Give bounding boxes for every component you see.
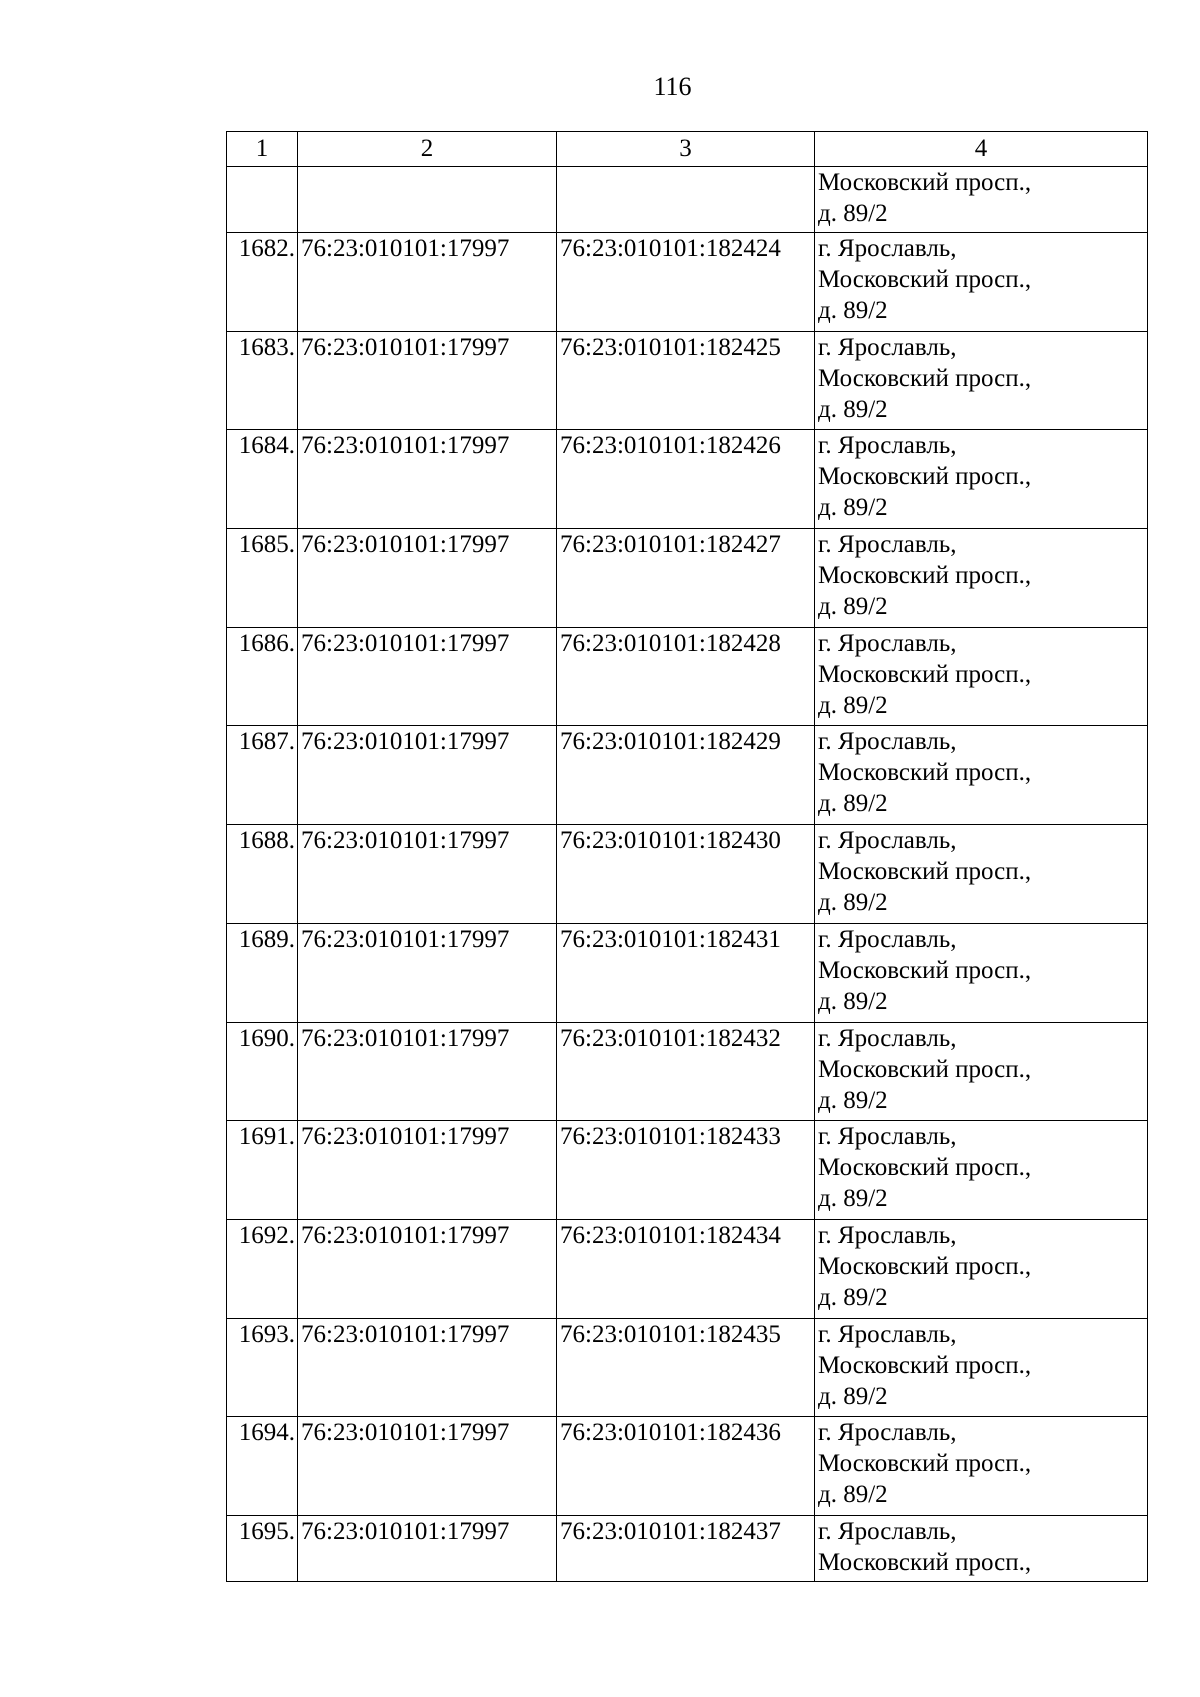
- address: [815, 331, 1148, 430]
- cadastral-table: [226, 131, 1148, 1582]
- land-cadastral-number: 76:23:010101:17997: [298, 1417, 557, 1516]
- object-cadastral-number: [557, 167, 815, 233]
- row-number: 1686.: [227, 627, 298, 726]
- land-cadastral-number: 76:23:010101:17997: [298, 627, 557, 726]
- address-line: д. 89/2: [818, 494, 888, 522]
- header-col-2: 2: [298, 132, 557, 167]
- land-cadastral-number: 76:23:010101:17997: [298, 430, 557, 529]
- table-row-continued: [227, 167, 1148, 233]
- address-line: д. 89/2: [818, 593, 888, 621]
- address-line: г. Ярославль,: [818, 1320, 957, 1348]
- address-line: д. 89/2: [818, 889, 888, 917]
- table-row: [227, 1022, 1148, 1121]
- address-line: д. 89/2: [818, 1382, 888, 1410]
- address-line: д. 89/2: [818, 200, 888, 227]
- table-row: [227, 233, 1148, 332]
- address-line: г. Ярославль,: [818, 629, 957, 657]
- table-row: [227, 825, 1148, 924]
- land-cadastral-number: 76:23:010101:17997: [298, 529, 557, 628]
- address: [815, 167, 1148, 233]
- object-cadastral-number: 76:23:010101:182428: [557, 627, 815, 726]
- address: [815, 233, 1148, 332]
- table-row: [227, 1121, 1148, 1220]
- land-cadastral-number: 76:23:010101:17997: [298, 825, 557, 924]
- address: [815, 529, 1148, 628]
- land-cadastral-number: 76:23:010101:17997: [298, 923, 557, 1022]
- address-line: д. 89/2: [818, 1283, 888, 1311]
- address-line: Московский просп.,: [818, 858, 1032, 886]
- address: [815, 430, 1148, 529]
- address-line: Московский просп.,: [818, 169, 1032, 196]
- object-cadastral-number: 76:23:010101:182435: [557, 1318, 815, 1417]
- address-line: д. 89/2: [818, 1481, 888, 1509]
- address-line: Московский просп.,: [818, 759, 1032, 787]
- table-row: [227, 1318, 1148, 1417]
- object-cadastral-number: 76:23:010101:182436: [557, 1417, 815, 1516]
- row-number: 1683.: [227, 331, 298, 430]
- address-line: Московский просп.,: [818, 1450, 1032, 1478]
- object-cadastral-number: 76:23:010101:182434: [557, 1219, 815, 1318]
- row-number: 1688.: [227, 825, 298, 924]
- object-cadastral-number: 76:23:010101:182430: [557, 825, 815, 924]
- object-cadastral-number: 76:23:010101:182432: [557, 1022, 815, 1121]
- address-line: г. Ярославль,: [818, 1517, 957, 1545]
- address-line: д. 89/2: [818, 1185, 888, 1213]
- address-line: Московский просп.,: [818, 1154, 1032, 1182]
- header-col-4: 4: [815, 132, 1148, 167]
- land-cadastral-number: 76:23:010101:17997: [298, 233, 557, 332]
- address: [815, 825, 1148, 924]
- address-line: д. 89/2: [818, 987, 888, 1015]
- address-line: д. 89/2: [818, 1086, 888, 1114]
- address: [815, 627, 1148, 726]
- address-line: д. 89/2: [818, 395, 888, 423]
- land-cadastral-number: 76:23:010101:17997: [298, 1318, 557, 1417]
- land-cadastral-number: 76:23:010101:17997: [298, 1515, 557, 1581]
- table-row: [227, 1219, 1148, 1318]
- address: [815, 1219, 1148, 1318]
- address: [815, 1515, 1148, 1581]
- land-cadastral-number: [298, 167, 557, 233]
- address-line: г. Ярославль,: [818, 531, 957, 559]
- row-number: 1690.: [227, 1022, 298, 1121]
- row-number: 1682.: [227, 233, 298, 332]
- address-line: Московский просп.,: [818, 660, 1032, 688]
- address-line: г. Ярославль,: [818, 333, 957, 361]
- address-line: г. Ярославль,: [818, 728, 957, 756]
- address-line: д. 89/2: [818, 297, 888, 324]
- address-line: г. Ярославль,: [818, 1024, 957, 1052]
- address-line: Московский просп.,: [818, 463, 1032, 491]
- land-cadastral-number: 76:23:010101:17997: [298, 1121, 557, 1220]
- address-line: Московский просп.,: [818, 562, 1032, 590]
- address-line: Московский просп.,: [818, 1351, 1032, 1379]
- object-cadastral-number: 76:23:010101:182429: [557, 726, 815, 825]
- row-number: 1689.: [227, 923, 298, 1022]
- row-number: 1694.: [227, 1417, 298, 1516]
- address-line: Московский просп.,: [818, 1548, 1032, 1576]
- table-row: [227, 726, 1148, 825]
- header-col-1: 1: [227, 132, 298, 167]
- address-line: г. Ярославль,: [818, 235, 957, 262]
- object-cadastral-number: 76:23:010101:182427: [557, 529, 815, 628]
- object-cadastral-number: 76:23:010101:182437: [557, 1515, 815, 1581]
- address-line: г. Ярославль,: [818, 925, 957, 953]
- table-body: [227, 167, 1148, 1582]
- table-row: [227, 430, 1148, 529]
- table-row: [227, 529, 1148, 628]
- table-row: [227, 1515, 1148, 1581]
- object-cadastral-number: 76:23:010101:182425: [557, 331, 815, 430]
- address-line: Московский просп.,: [818, 1252, 1032, 1280]
- object-cadastral-number: 76:23:010101:182426: [557, 430, 815, 529]
- table-row: [227, 923, 1148, 1022]
- address: [815, 726, 1148, 825]
- page-number: 116: [653, 72, 692, 101]
- address-line: д. 89/2: [818, 790, 888, 818]
- address-line: г. Ярославль,: [818, 432, 957, 460]
- object-cadastral-number: 76:23:010101:182433: [557, 1121, 815, 1220]
- address-line: Московский просп.,: [818, 364, 1032, 392]
- row-number: 1687.: [227, 726, 298, 825]
- address-line: г. Ярославль,: [818, 827, 957, 855]
- table-row: [227, 331, 1148, 430]
- address: [815, 1121, 1148, 1220]
- row-number: 1693.: [227, 1318, 298, 1417]
- address: [815, 923, 1148, 1022]
- address: [815, 1022, 1148, 1121]
- address-line: д. 89/2: [818, 691, 888, 719]
- header-row: [227, 132, 1148, 167]
- address-line: Московский просп.,: [818, 956, 1032, 984]
- table-row: [227, 627, 1148, 726]
- row-number: [227, 167, 298, 233]
- address-line: г. Ярославль,: [818, 1123, 957, 1151]
- land-cadastral-number: 76:23:010101:17997: [298, 1022, 557, 1121]
- land-cadastral-number: 76:23:010101:17997: [298, 1219, 557, 1318]
- address: [815, 1417, 1148, 1516]
- address-line: Московский просп.,: [818, 266, 1032, 293]
- row-number: 1692.: [227, 1219, 298, 1318]
- address-line: Московский просп.,: [818, 1055, 1032, 1083]
- address-line: г. Ярославль,: [818, 1221, 957, 1249]
- row-number: 1691.: [227, 1121, 298, 1220]
- address-line: г. Ярославль,: [818, 1419, 957, 1447]
- table-header: [227, 132, 1148, 167]
- land-cadastral-number: 76:23:010101:17997: [298, 726, 557, 825]
- row-number: 1685.: [227, 529, 298, 628]
- row-number: 1684.: [227, 430, 298, 529]
- table-row: [227, 1417, 1148, 1516]
- address: [815, 1318, 1148, 1417]
- header-col-3: 3: [557, 132, 815, 167]
- object-cadastral-number: 76:23:010101:182431: [557, 923, 815, 1022]
- land-cadastral-number: 76:23:010101:17997: [298, 331, 557, 430]
- object-cadastral-number: 76:23:010101:182424: [557, 233, 815, 332]
- row-number: 1695.: [227, 1515, 298, 1581]
